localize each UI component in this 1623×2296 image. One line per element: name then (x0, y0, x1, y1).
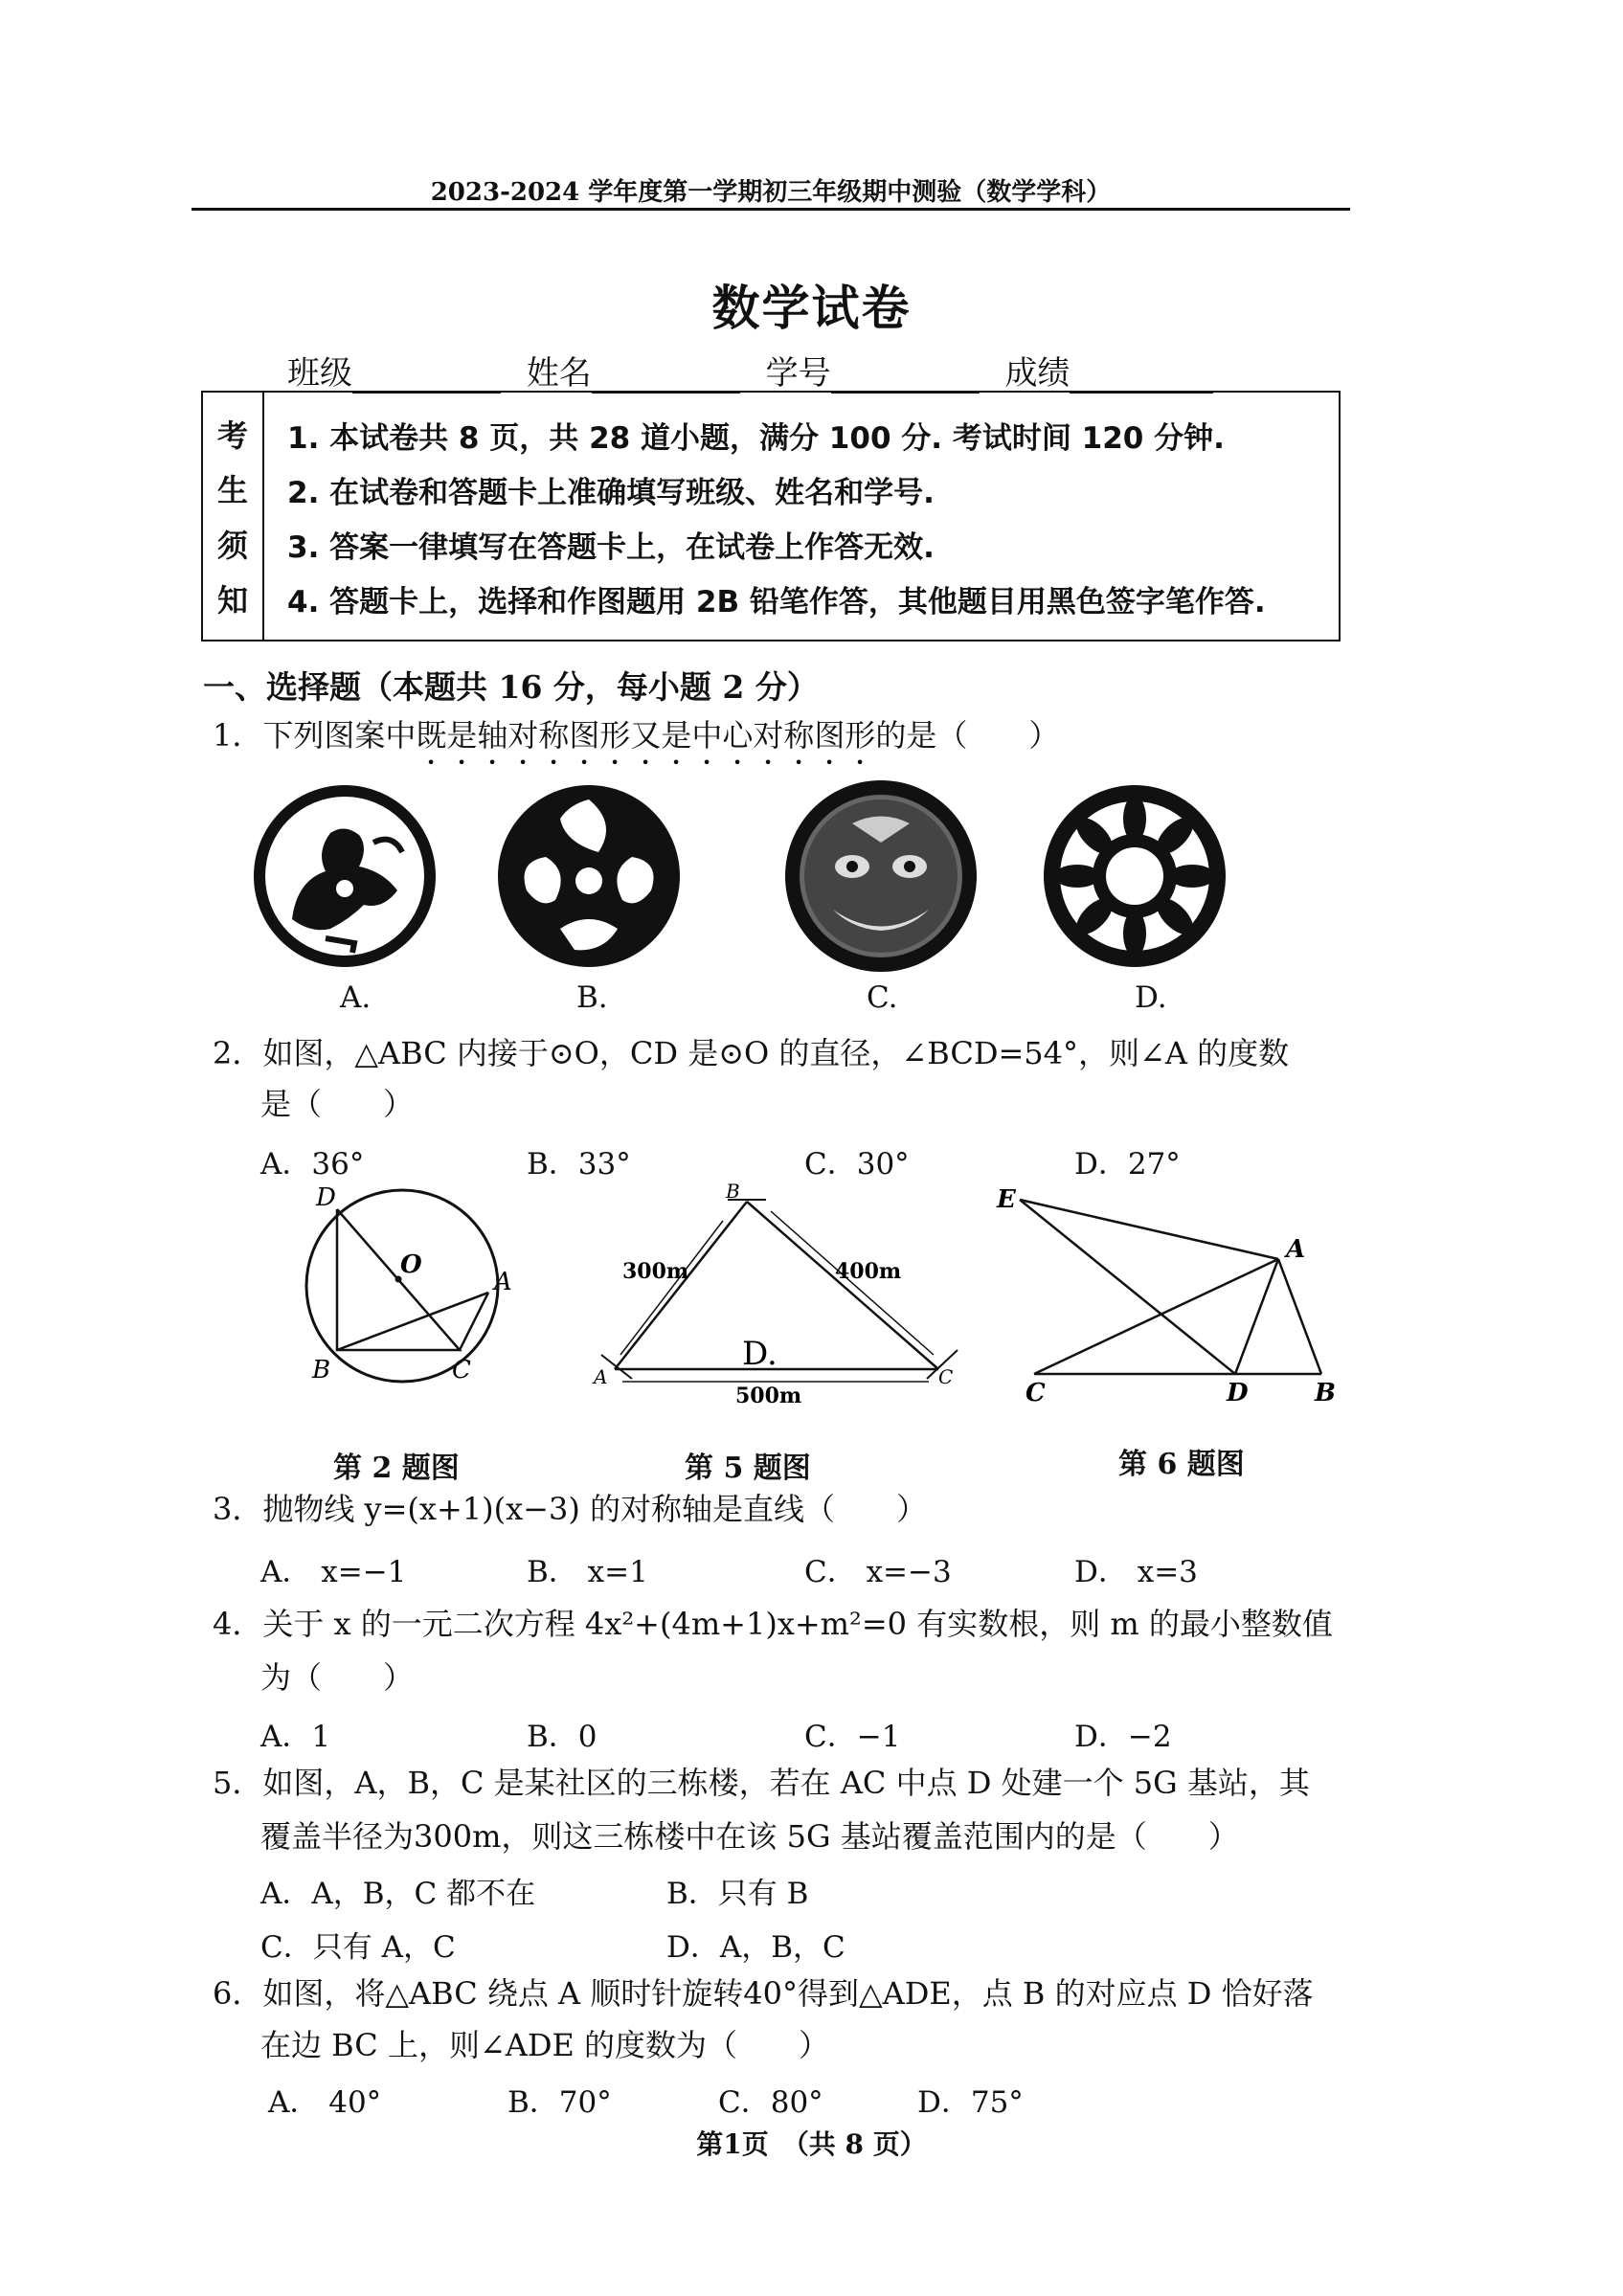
score-label: 成绩 (1004, 354, 1071, 393)
q2-option-b[interactable]: B．33° (527, 1147, 631, 1182)
fig6-label-c: C (1026, 1379, 1046, 1407)
q4-option-c[interactable]: C．−1 (804, 1720, 901, 1754)
fig6-label-d: D (1227, 1379, 1249, 1407)
score-blank[interactable] (1070, 357, 1213, 394)
q5-option-b[interactable]: B．只有 B (666, 1877, 809, 1911)
question-4-cont: 为（ ） (260, 1659, 415, 1696)
q3-option-c[interactable]: C． x=−3 (804, 1555, 952, 1589)
q1-text-end: 的是（ ） (875, 717, 1060, 754)
notice-side-label (203, 393, 264, 640)
figure-6-caption: 第 6 题图 (1118, 1448, 1245, 1481)
fig6-label-b: B (1315, 1379, 1336, 1407)
notice-side-char: 须 (216, 527, 248, 564)
page-title: 数学试卷 (711, 280, 912, 336)
fig2-label-b: B (312, 1356, 331, 1384)
question-6-cont: 在边 BC 上，则∠ADE 的度数为（ ） (260, 2027, 830, 2063)
section-title: 一、选择题（本题共 16 分，每小题 2 分） (203, 668, 819, 706)
notice-box (201, 391, 1341, 642)
name-blank[interactable] (592, 357, 740, 394)
beast-face-pattern-image[interactable] (785, 780, 977, 972)
class-label: 班级 (287, 354, 352, 393)
notice-side-char: 考 (216, 416, 248, 454)
fig2-label-o: O (400, 1250, 422, 1279)
question-2: 2．如图，△ABC 内接于⊙O，CD 是⊙O 的直径，∠BCD=54°，则∠A 的度数 (213, 1035, 1290, 1071)
fig2-label-d: D (316, 1183, 336, 1212)
figure-5 (575, 1180, 977, 1408)
q1-option-c[interactable]: C. (867, 980, 898, 1015)
q1-text: 1．下列图案中 (213, 717, 417, 754)
flower-pattern-image[interactable] (1044, 785, 1226, 967)
q1-emphasis: 既是轴对称图形又是中心对称图形 (416, 717, 876, 754)
question-3: 3．抛物线 y=(x+1)(x−3) 的对称轴是直线（ ） (213, 1491, 927, 1527)
fig5-label-a: A (594, 1365, 608, 1388)
q4-option-a[interactable]: A．1 (260, 1720, 331, 1754)
id-blank[interactable] (831, 357, 980, 394)
exam-header: 2023-2024 学年度第一学期初三年级期中测验（数学学科） (430, 178, 1112, 207)
header-rule (192, 208, 1350, 211)
fig5-label-d: D. (742, 1335, 778, 1373)
q4-option-b[interactable]: B．0 (527, 1720, 597, 1754)
question-6: 6．如图，将△ABC 绕点 A 顺时针旋转40°得到△ADE，点 B 的对应点 D 恰好落 (213, 1975, 1314, 2012)
fig5-dist-bc: 400m (835, 1259, 902, 1284)
q2-option-c[interactable]: C．30° (804, 1147, 910, 1182)
notice-line: 1. 本试卷共 8 页，共 28 道小题，满分 100 分. 考试时间 120 分钟. (287, 421, 1225, 456)
q1-option-d[interactable]: D. (1135, 980, 1167, 1015)
fig5-label-b: B (726, 1180, 740, 1203)
fig2-label-a: A (494, 1268, 512, 1296)
figure-2-caption: 第 2 题图 (333, 1452, 460, 1485)
notice-lines (287, 412, 1331, 630)
question-1 (213, 716, 1059, 772)
q3-option-d[interactable]: D． x=3 (1074, 1555, 1198, 1589)
fig5-dist-ac: 500m (735, 1384, 802, 1408)
q6-option-d[interactable]: D．75° (917, 2085, 1024, 2120)
page-number: 第1页 （共 8 页） (696, 2128, 927, 2160)
notice-side-char: 生 (216, 472, 248, 509)
notice-line: 4. 答题卡上，选择和作图题用 2B 铅笔作答，其他题目用黑色签字笔作答. (287, 585, 1266, 619)
question-2-cont: 是（ ） (260, 1086, 415, 1122)
q1-option-a[interactable]: A. (340, 980, 372, 1015)
tiger-pattern-image[interactable] (254, 785, 436, 967)
question-5: 5．如图，A，B，C 是某社区的三栋楼，若在 AC 中点 D 处建一个 5G 基站，其 (213, 1765, 1310, 1801)
q4-option-d[interactable]: D．−2 (1074, 1720, 1172, 1754)
fig6-label-e: E (997, 1185, 1016, 1214)
q5-option-d[interactable]: D．A，B，C (666, 1930, 845, 1965)
q1-figures (239, 776, 1245, 977)
student-info (287, 347, 1229, 394)
cloud-pattern-image[interactable] (498, 785, 680, 967)
name-label: 姓名 (526, 354, 592, 393)
figure-2 (287, 1182, 527, 1393)
q6-option-a[interactable]: A． 40° (268, 2085, 382, 2120)
notice-line: 2. 在试卷和答题卡上准确填写班级、姓名和学号. (287, 476, 935, 510)
figure-5-caption: 第 5 题图 (685, 1452, 811, 1485)
class-blank[interactable] (352, 357, 501, 394)
q3-option-a[interactable]: A． x=−1 (260, 1555, 407, 1589)
q1-option-b[interactable]: B. (576, 980, 608, 1015)
q6-option-b[interactable]: B．70° (507, 2085, 612, 2120)
notice-line: 3. 答案一律填写在答题卡上，在试卷上作答无效. (287, 530, 935, 565)
notice-side-char: 知 (216, 582, 248, 619)
fig6-label-a: A (1286, 1235, 1306, 1264)
q2-option-a[interactable]: A．36° (260, 1147, 365, 1182)
q6-option-c[interactable]: C．80° (718, 2085, 823, 2120)
question-5-cont: 覆盖半径为300m，则这三栋楼中在该 5G 基站覆盖范围内的是（ ） (260, 1818, 1239, 1855)
q3-option-b[interactable]: B． x=1 (527, 1555, 648, 1589)
id-label: 学号 (765, 354, 831, 393)
q2-option-d[interactable]: D．27° (1074, 1147, 1181, 1182)
q5-option-a[interactable]: A．A，B，C 都不在 (260, 1877, 536, 1911)
fig2-label-c: C (452, 1356, 471, 1384)
fig5-label-c: C (938, 1365, 954, 1388)
fig5-dist-ab: 300m (622, 1259, 689, 1284)
q5-option-c[interactable]: C．只有 A，C (260, 1930, 456, 1965)
figure-6 (991, 1182, 1355, 1407)
question-4: 4．关于 x 的一元二次方程 4x²+(4m+1)x+m²=0 有实数根，则 m 的最小整数值 (213, 1606, 1333, 1642)
